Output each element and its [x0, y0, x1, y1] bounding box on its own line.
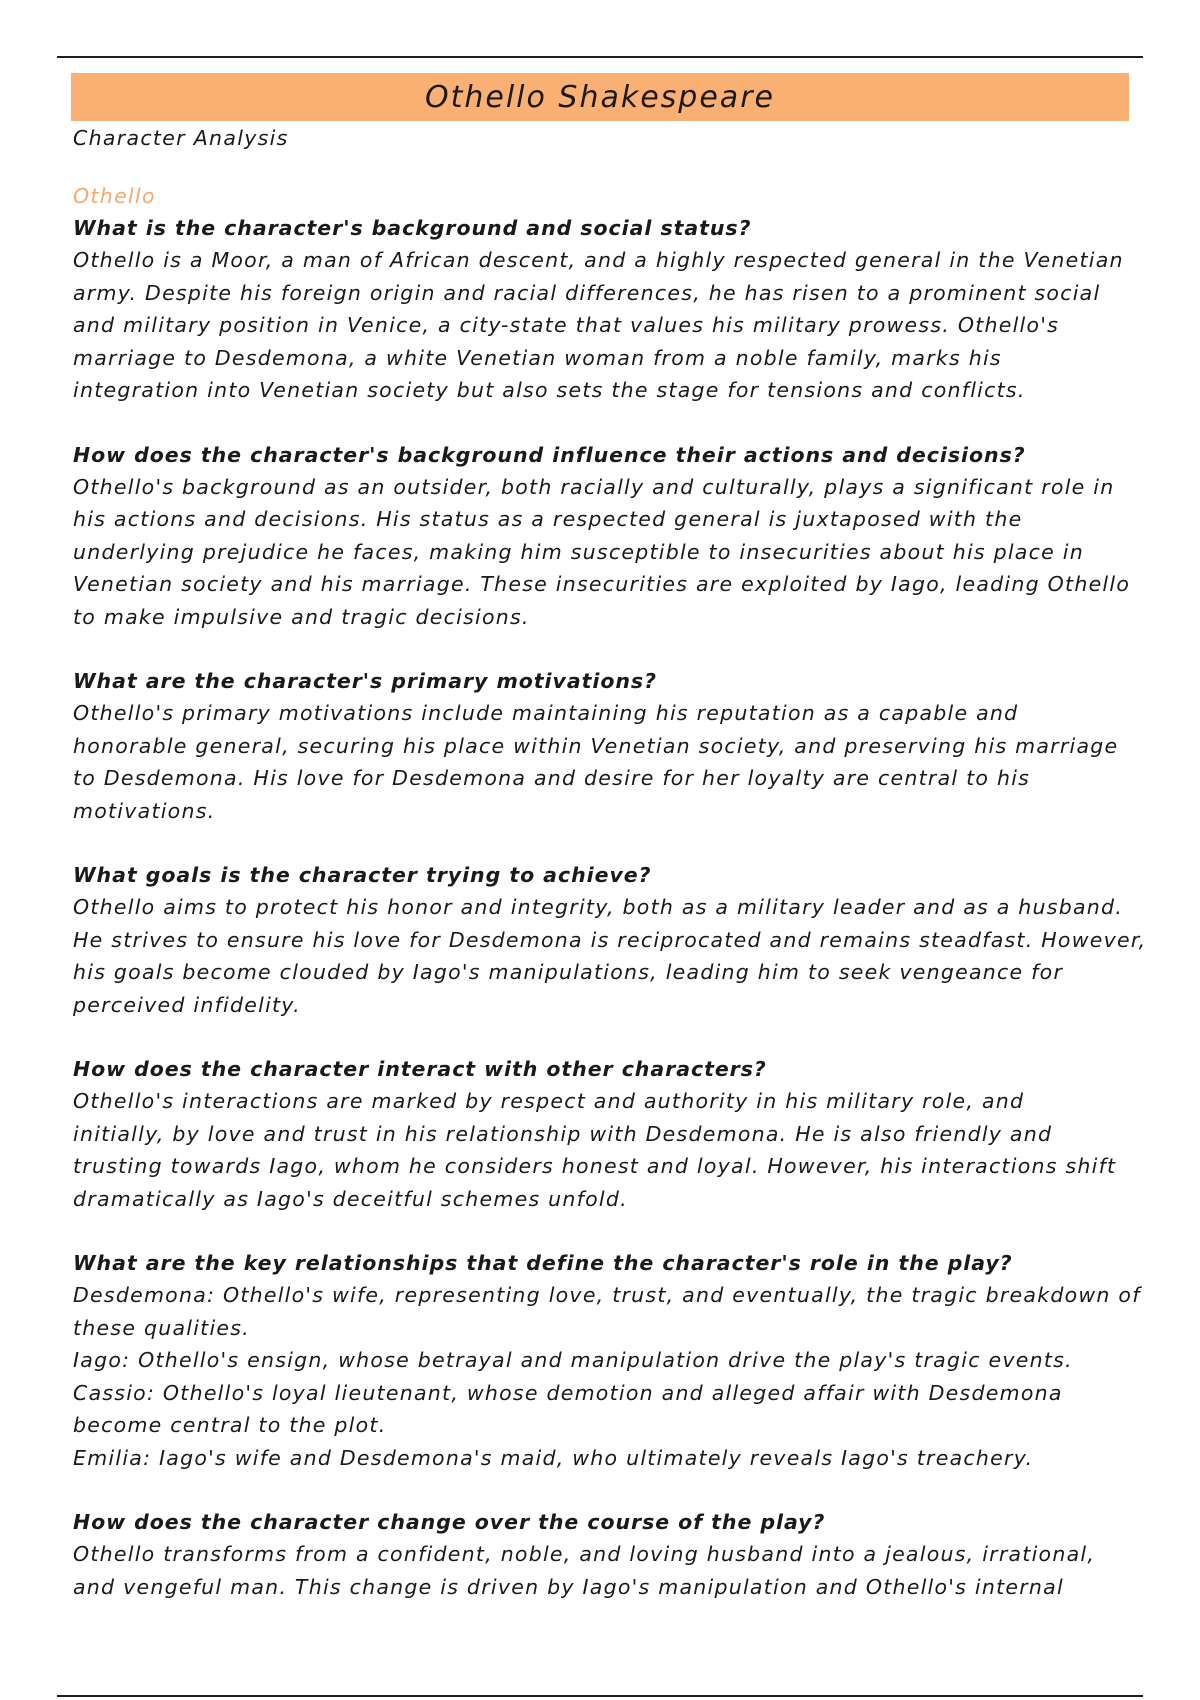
section-question: What goals is the character trying to achieve? [73, 863, 652, 887]
section-answer-line: Othello transforms from a confident, noble, and loving husband into a jealous, irrational, [73, 1542, 1096, 1566]
section-answer-line: trusting towards Iago, whom he considers honest and loyal. However, his interactions shift [73, 1154, 1117, 1178]
section-answer-line: become central to the plot. [73, 1413, 387, 1437]
analysis-section [73, 212, 1133, 407]
analysis-sections [73, 212, 1147, 1603]
bottom-rule [57, 1695, 1143, 1697]
analysis-section [73, 1506, 1133, 1603]
section-answer-line: Emilia: Iago's wife and Desdemona's maid, who ultimately reveals Iago's treachery. [73, 1445, 1034, 1470]
document-subtitle: Character Analysis [73, 126, 289, 150]
top-rule [57, 56, 1143, 58]
section-question: How does the character's background influence their actions and decisions? [73, 442, 1026, 467]
section-answer-line: marriage to Desdemona, a white Venetian woman from a noble family, marks his [73, 345, 1002, 370]
section-answer-line: Othello is a Moor, a man of African descent, and a highly respected general in the Venetian [73, 248, 1124, 272]
section-answer-line: Venetian society and his marriage. These insecurities are exploited by Iago, leading Othello [73, 572, 1131, 596]
section-answer-line: perceived infidelity. [73, 992, 301, 1017]
section-answer-line: Desdemona: Othello's wife, representing love, trust, and eventually, the tragic breakdown of [73, 1283, 1141, 1307]
section-question: What are the key relationships that define the character's role in the play? [73, 1251, 1013, 1275]
section-answer-line: Cassio: Othello's loyal lieutenant, whose demotion and alleged affair with Desdemona [73, 1380, 1063, 1405]
section-answer-line: initially, by love and trust in his relationship with Desdemona. He is also friendly and [73, 1121, 1053, 1146]
section-answer-line: these qualities. [73, 1315, 250, 1340]
section-answer-line: and military position in Venice, a city-state that values his military prowess. Othello's [73, 313, 1060, 337]
section-answer-line: He strives to ensure his love for Desdemona is reciprocated and remains steadfast. However, [73, 927, 1147, 952]
title-banner [71, 73, 1129, 121]
section-answer-line: his actions and decisions. His status as a respected general is juxtaposed with the [73, 507, 1023, 531]
analysis-section [73, 665, 1133, 827]
section-answer-line: to Desdemona. His love for Desdemona and desire for her loyalty are central to his [73, 766, 1031, 790]
character-name-heading: Othello [73, 184, 156, 208]
section-answer-line: Othello aims to protect his honor and integrity, both as a military leader and as a husband. [73, 895, 1124, 919]
document-body [73, 122, 1147, 1603]
section-answer-line: Othello's primary motivations include maintaining his reputation as a capable and [73, 701, 1019, 725]
section-answer-line: army. Despite his foreign origin and racial differences, he has risen to a prominent social [73, 280, 1101, 305]
section-answer-line: to make impulsive and tragic decisions. [73, 604, 530, 629]
analysis-section [73, 1247, 1141, 1474]
section-answer-line: Iago: Othello's ensign, whose betrayal and manipulation drive the play's tragic events. [73, 1348, 1073, 1372]
analysis-section [73, 1053, 1133, 1215]
section-answer-line: his goals become clouded by Iago's manipulations, leading him to seek vengeance for [73, 960, 1064, 984]
section-question: What are the character's primary motivations? [73, 669, 657, 693]
section-answer-line: integration into Venetian society but also sets the stage for tensions and conflicts. [73, 378, 1026, 402]
section-question: What is the character's background and social status? [73, 216, 752, 240]
section-answer-line: dramatically as Iago's deceitful schemes unfold. [73, 1186, 628, 1211]
section-answer-line: Othello's interactions are marked by respect and authority in his military role, and [73, 1089, 1025, 1113]
section-question: How does the character change over the course of the play? [73, 1510, 826, 1534]
section-answer-line: motivations. [73, 798, 216, 823]
section-question: How does the character interact with other characters? [73, 1057, 767, 1081]
analysis-section [73, 439, 1133, 634]
page-title: Othello Shakespeare [425, 79, 775, 115]
section-answer-line: underlying prejudice he faces, making him susceptible to insecurities about his place in [73, 539, 1084, 564]
section-answer-line: Othello's background as an outsider, both racially and culturally, plays a significant role in [73, 474, 1115, 499]
section-answer-line: and vengeful man. This change is driven by Iago's manipulation and Othello's internal [73, 1574, 1064, 1599]
analysis-section [73, 859, 1147, 1021]
section-answer-line: honorable general, securing his place within Venetian society, and preserving his marriage [73, 733, 1119, 758]
